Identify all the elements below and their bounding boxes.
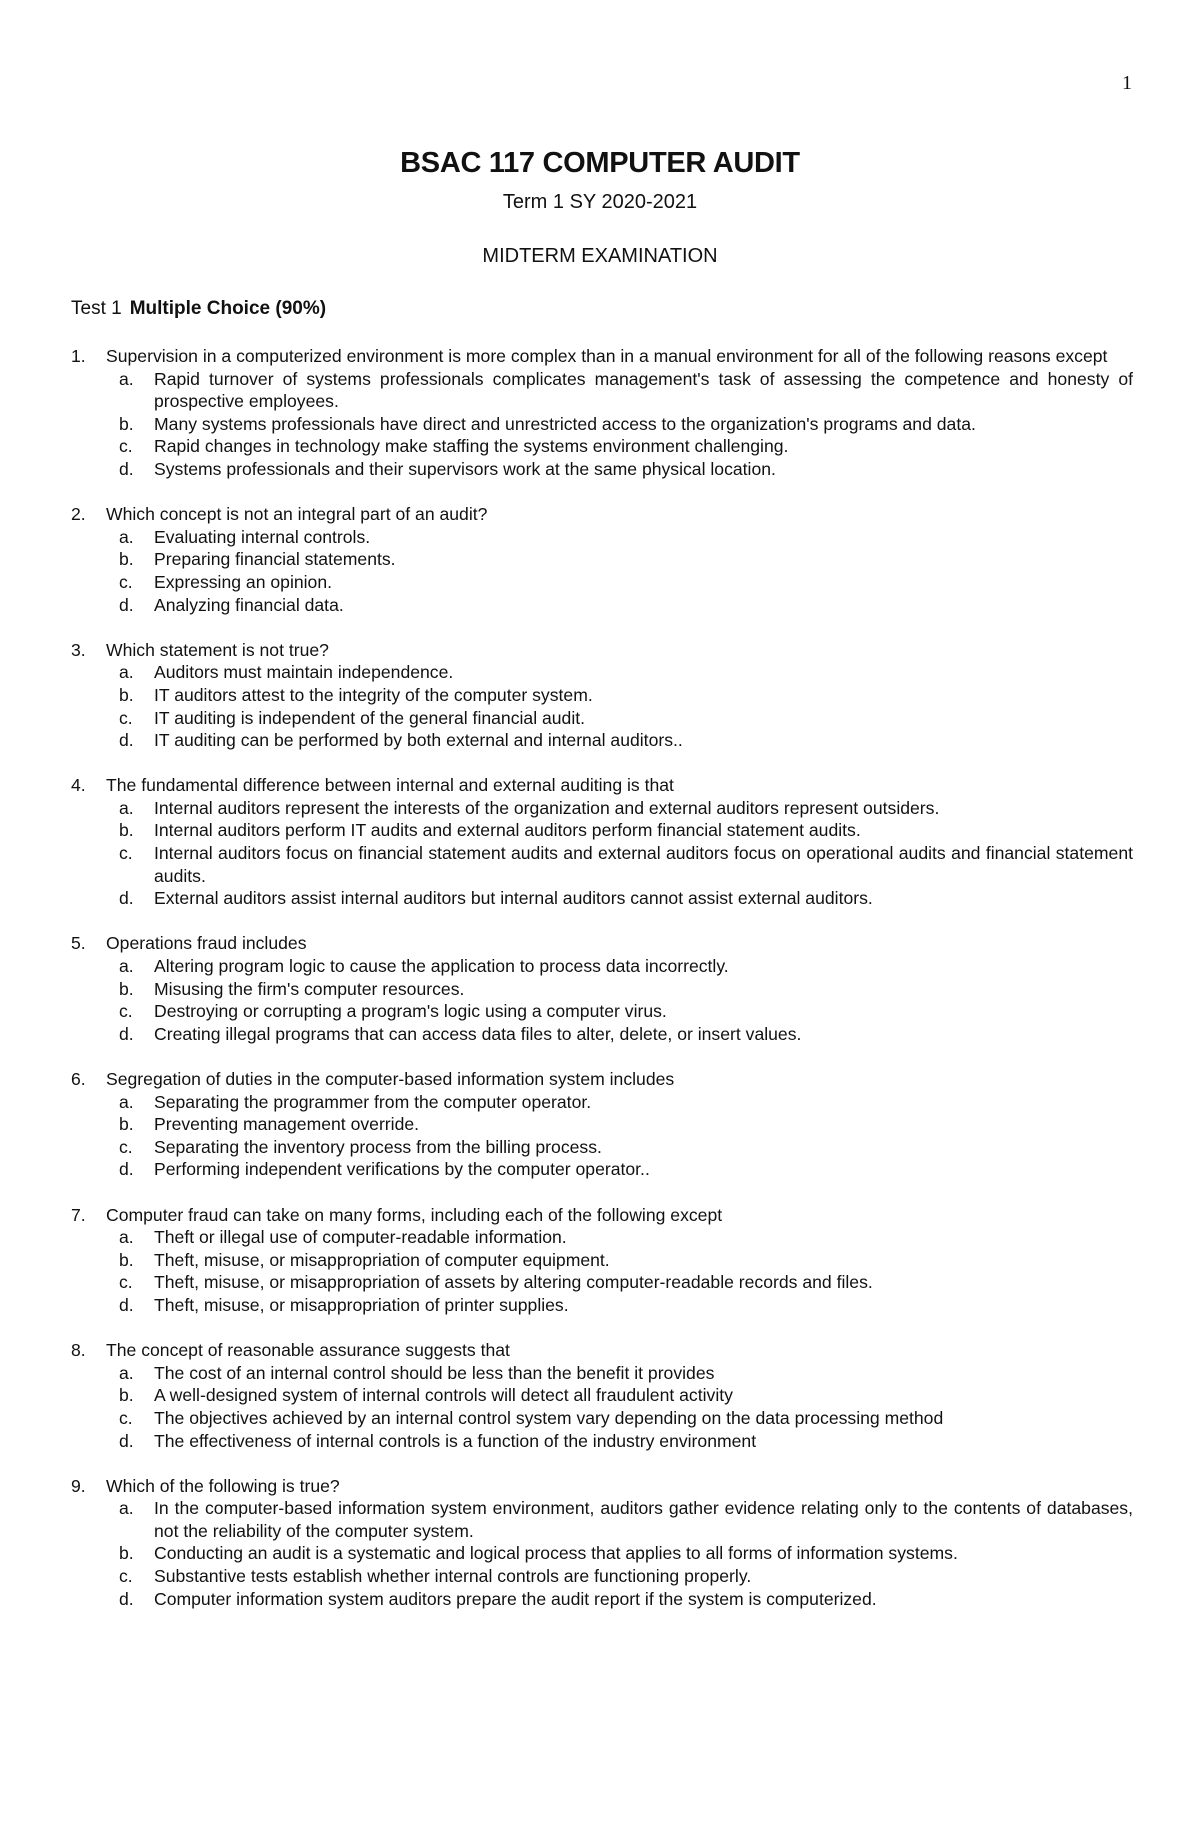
question-stem (71, 1475, 1133, 1498)
choice-letter: b. (119, 1114, 134, 1135)
choice-letter: b. (119, 1543, 134, 1564)
choice-text: The effectiveness of internal controls is a function of the industry environment (154, 1430, 757, 1451)
choice-letter: c. (119, 1136, 133, 1157)
choice-list (119, 1091, 1133, 1181)
question-stem (71, 639, 1133, 662)
choice-text: Performing independent verifications by the computer operator.. (154, 1159, 650, 1180)
question-stem (71, 345, 1133, 368)
choice-item (119, 548, 1133, 571)
question-stem (71, 1339, 1133, 1362)
choice-letter: d. (119, 1294, 134, 1315)
choice-text: Theft, misuse, or misappropriation of printer supplies. (154, 1294, 569, 1315)
choice-letter: d. (119, 1023, 134, 1044)
choice-text: Analyzing financial data. (154, 594, 344, 615)
choice-letter: d. (119, 594, 134, 615)
choice-text: In the computer-based information system environment, auditors gather evidence relating only to the contents of databases, not the reliability of the computer system. (154, 1498, 1133, 1541)
choice-item (119, 707, 1133, 730)
question-text: Which concept is not an integral part of an audit? (106, 504, 488, 525)
choice-text: Altering program logic to cause the application to process data incorrectly. (154, 956, 729, 977)
question-number: 2. (71, 504, 86, 525)
choice-letter: a. (119, 368, 134, 389)
choice-text: Internal auditors focus on financial statement audits and external auditors focus on operational audits and financial statement audits. (154, 843, 1133, 886)
choice-list (119, 1226, 1133, 1316)
question-item (71, 932, 1133, 1045)
choice-letter: b. (119, 684, 134, 705)
choice-item (119, 1407, 1133, 1430)
choice-text: Theft, misuse, or misappropriation of assets by altering computer-readable records and files. (154, 1272, 873, 1293)
choice-letter: d. (119, 1588, 134, 1609)
choice-text: The objectives achieved by an internal control system vary depending on the data processing method (154, 1407, 944, 1428)
question-number: 3. (71, 639, 86, 660)
question-number: 6. (71, 1069, 86, 1089)
question-text: Which of the following is true? (106, 1475, 340, 1496)
choice-letter: a. (119, 956, 134, 977)
choice-text: Expressing an opinion. (154, 571, 333, 592)
choice-item (119, 1542, 1133, 1565)
question-text: Which statement is not true? (106, 639, 329, 660)
choice-text: A well-designed system of internal controls will detect all fraudulent activity (154, 1385, 733, 1406)
choice-item (119, 842, 1133, 887)
choice-item (119, 1497, 1133, 1542)
choice-letter: b. (119, 978, 134, 999)
choice-text: Creating illegal programs that can access data files to alter, delete, or insert values. (154, 1023, 802, 1044)
choice-item (119, 797, 1133, 820)
question-text: Supervision in a computerized environment is more complex than in a manual environment for all of the following reasons except (106, 346, 1108, 366)
choice-list (119, 661, 1133, 751)
choice-item (119, 684, 1133, 707)
choice-item (119, 435, 1133, 458)
question-item (71, 1339, 1133, 1452)
choice-text: Internal auditors perform IT audits and external auditors perform financial statement audits. (154, 820, 861, 841)
document-title: BSAC 117 COMPUTER AUDIT (400, 147, 800, 179)
choice-letter: a. (119, 1091, 134, 1112)
choice-letter: b. (119, 820, 134, 841)
choice-item (119, 729, 1133, 752)
choice-letter: b. (119, 549, 134, 570)
choice-text: Conducting an audit is a systematic and logical process that applies to all forms of information systems. (154, 1543, 958, 1564)
choice-text: Preparing financial statements. (154, 549, 396, 570)
question-item (71, 503, 1133, 616)
choice-item (119, 819, 1133, 842)
choice-text: Rapid changes in technology make staffing the systems environment challenging. (154, 436, 789, 457)
choice-letter: c. (119, 1407, 133, 1428)
choice-letter: d. (119, 888, 134, 909)
test-heading (71, 298, 326, 321)
question-item (71, 1068, 1133, 1181)
choice-item (119, 1362, 1133, 1385)
question-item (71, 1475, 1133, 1611)
choice-item (119, 1158, 1133, 1181)
choice-text: Systems professionals and their supervisors work at the same physical location. (154, 458, 776, 479)
question-text: The concept of reasonable assurance suggests that (106, 1340, 510, 1361)
choice-text: IT auditing is independent of the general financial audit. (154, 707, 586, 728)
choice-item (119, 1226, 1133, 1249)
choice-text: The cost of an internal control should be less than the benefit it provides (154, 1362, 715, 1383)
choice-item (119, 1023, 1133, 1046)
choice-text: Theft or illegal use of computer-readable information. (154, 1227, 567, 1248)
choice-item (119, 1294, 1133, 1317)
question-number: 4. (71, 775, 86, 796)
question-list (71, 345, 1133, 1633)
choice-item (119, 413, 1133, 436)
choice-letter: c. (119, 1001, 133, 1022)
choice-text: Destroying or corrupting a program's logic using a computer virus. (154, 1001, 667, 1022)
question-item (71, 1204, 1133, 1317)
choice-text: IT auditing can be performed by both external and internal auditors.. (154, 730, 683, 751)
choice-letter: c. (119, 571, 133, 592)
question-stem (71, 932, 1133, 955)
choice-list (119, 955, 1133, 1045)
choice-text: Preventing management override. (154, 1114, 420, 1135)
choice-list (119, 526, 1133, 616)
term-subtitle: Term 1 SY 2020-2021 (502, 191, 698, 213)
choice-text: Many systems professionals have direct and unrestricted access to the organization's programs and data. (154, 413, 976, 434)
exam-title: MIDTERM EXAMINATION (482, 245, 718, 267)
choice-text: Rapid turnover of systems professionals complicates management's task of assessing the competence and honesty of prospective employees. (154, 368, 1133, 412)
question-item (71, 639, 1133, 752)
choice-list (119, 797, 1133, 910)
choice-item (119, 1271, 1133, 1294)
choice-letter: d. (119, 458, 134, 479)
choice-text: Auditors must maintain independence. (154, 662, 454, 683)
choice-item (119, 955, 1133, 978)
choice-letter: c. (119, 436, 133, 457)
choice-text: Misusing the firm's computer resources. (154, 978, 465, 999)
question-number: 5. (71, 933, 86, 954)
choice-item (119, 978, 1133, 1001)
choice-letter: d. (119, 1159, 134, 1180)
choice-text: External auditors assist internal auditors but internal auditors cannot assist external auditors. (154, 888, 873, 909)
question-item (71, 345, 1133, 481)
choice-text: Substantive tests establish whether internal controls are functioning properly. (154, 1566, 752, 1587)
question-text: The fundamental difference between internal and external auditing is that (106, 775, 674, 796)
choice-letter: a. (119, 1227, 134, 1248)
choice-letter: a. (119, 797, 134, 818)
choice-letter: a. (119, 1498, 134, 1519)
question-number: 1. (71, 346, 86, 366)
choice-letter: c. (119, 843, 133, 864)
choice-letter: b. (119, 413, 134, 434)
choice-letter: b. (119, 1249, 134, 1270)
choice-letter: a. (119, 662, 134, 683)
choice-list (119, 1497, 1133, 1610)
choice-item (119, 1136, 1133, 1159)
choice-item (119, 1091, 1133, 1114)
choice-list (119, 368, 1133, 481)
choice-item (119, 1430, 1133, 1453)
choice-item (119, 526, 1133, 549)
question-number: 9. (71, 1475, 86, 1496)
choice-item (119, 571, 1133, 594)
choice-item (119, 368, 1133, 413)
choice-item (119, 1000, 1133, 1023)
choice-item (119, 1384, 1133, 1407)
choice-letter: d. (119, 1430, 134, 1451)
choice-item (119, 887, 1133, 910)
choice-text: Computer information system auditors prepare the audit report if the system is computerized. (154, 1588, 877, 1609)
question-text: Operations fraud includes (106, 933, 307, 954)
choice-item (119, 1565, 1133, 1588)
choice-item (119, 1249, 1133, 1272)
question-text: Segregation of duties in the computer-based information system includes (106, 1069, 675, 1089)
choice-item (119, 594, 1133, 617)
test-name: Multiple Choice (90%) (129, 298, 327, 319)
question-item (71, 774, 1133, 910)
question-stem (71, 503, 1133, 526)
choice-item (119, 458, 1133, 481)
choice-letter: a. (119, 526, 134, 547)
question-stem (71, 1068, 1133, 1091)
page-number: 1 (1122, 72, 1132, 94)
question-number: 7. (71, 1204, 86, 1225)
choice-text: Separating the programmer from the computer operator. (154, 1091, 592, 1112)
test-label: Test 1 (71, 298, 122, 319)
question-stem (71, 774, 1133, 797)
choice-letter: c. (119, 1272, 133, 1293)
choice-letter: b. (119, 1385, 134, 1406)
choice-text: IT auditors attest to the integrity of the computer system. (154, 684, 593, 705)
choice-letter: a. (119, 1362, 134, 1383)
choice-item (119, 1113, 1133, 1136)
choice-item (119, 1588, 1133, 1611)
question-stem (71, 1204, 1133, 1227)
choice-list (119, 1362, 1133, 1452)
choice-letter: d. (119, 730, 134, 751)
choice-text: Evaluating internal controls. (154, 526, 371, 547)
question-number: 8. (71, 1340, 86, 1361)
choice-item (119, 661, 1133, 684)
question-text: Computer fraud can take on many forms, including each of the following except (106, 1204, 723, 1225)
choice-text: Internal auditors represent the interests of the organization and external auditors represent outsiders. (154, 797, 940, 818)
choice-text: Separating the inventory process from the billing process. (154, 1136, 602, 1157)
choice-text: Theft, misuse, or misappropriation of computer equipment. (154, 1249, 610, 1270)
choice-letter: c. (119, 707, 133, 728)
choice-letter: c. (119, 1566, 133, 1587)
